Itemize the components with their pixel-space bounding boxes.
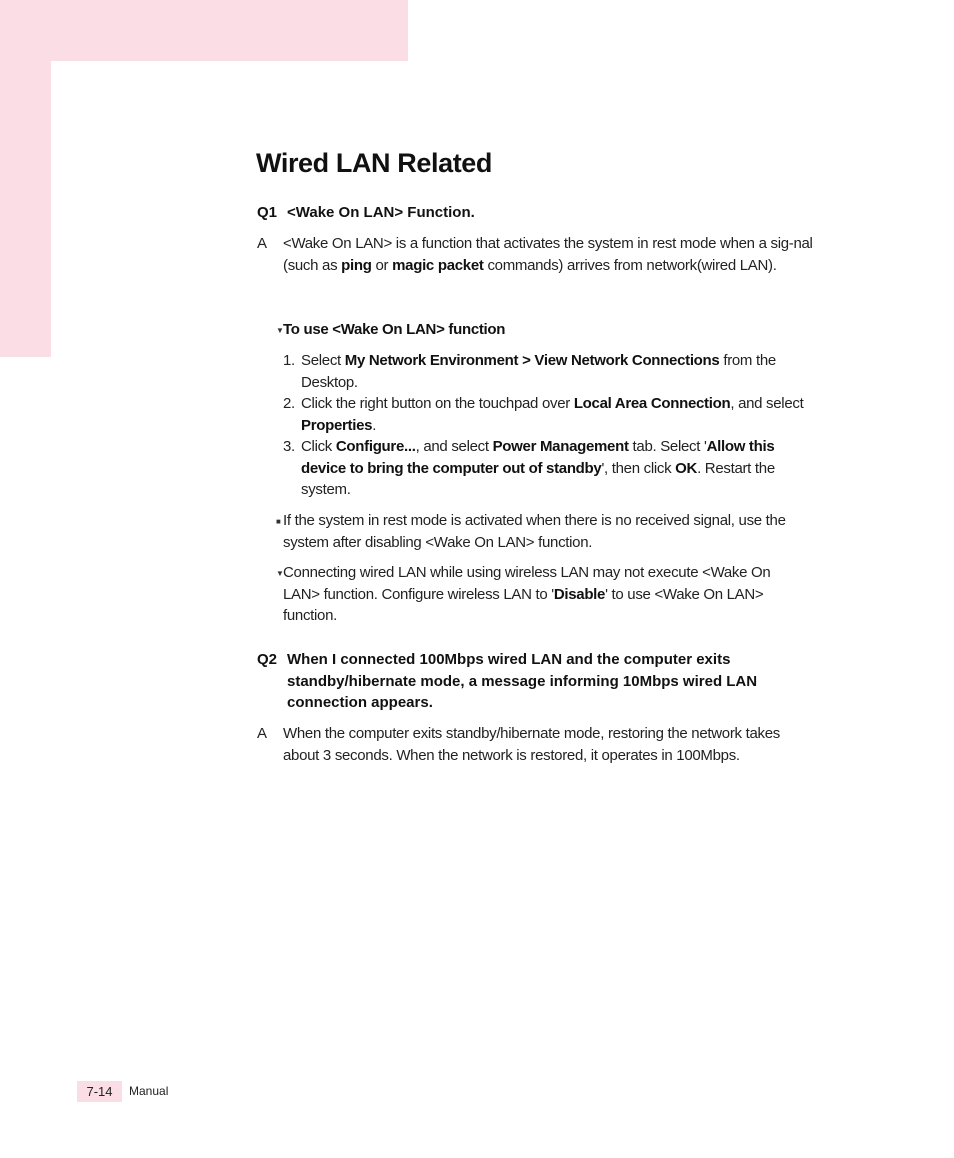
answer-text: commands) arrives from network(wired LAN). [483, 256, 777, 274]
step-bold-part: My Network Environment > View Network Connections [344, 352, 720, 369]
answer-text: or [371, 256, 393, 274]
step-text-part: tab. Select ' [628, 438, 707, 455]
answer-label: A [257, 235, 267, 252]
step-text [301, 350, 806, 393]
triangle-bullet-icon: ▼ [276, 569, 284, 578]
answer-1 [283, 233, 813, 276]
step-text [301, 436, 806, 501]
square-bullet-icon: ■ [276, 517, 281, 526]
answer-bold-ping: ping [341, 256, 372, 274]
question-number: Q1 [257, 204, 278, 221]
step-text-part: Select [301, 352, 345, 369]
page-number: 7-14 [77, 1081, 122, 1102]
step-text-part: , and select [730, 395, 804, 412]
step-text-part: . [372, 416, 377, 434]
step-bold-part: Configure... [335, 438, 416, 455]
step-text-part: , and select [415, 438, 493, 455]
step-number: 3. [283, 438, 295, 455]
step-text-part: ', then click [601, 459, 676, 477]
answer-text: <Wake On LAN> is a function that activates the system in rest mode when a sig-nal (such as [283, 235, 813, 274]
note-bold-disable: Disable [553, 585, 606, 603]
note-text: If the system in rest mode is activated when there is no received signal, use the system after disabling <Wake On LAN> function. [283, 512, 786, 551]
triangle-bullet-icon: ▼ [276, 326, 284, 335]
answer-2: When the computer exits standby/hibernate mode, restoring the network takes about 3 seconds. When the network is restored, it operates in 100Mbps. [283, 725, 780, 764]
note-2 [283, 562, 808, 627]
subheading: To use <Wake On LAN> function [283, 321, 506, 338]
note-text: ' to use <Wake On LAN> function. [283, 585, 764, 624]
note-text: Connecting wired LAN while using wireless LAN may not execute <Wake On LAN> function. Configure wireless LAN to ' [283, 564, 771, 603]
step-text [301, 393, 806, 436]
step-text-part: Click [301, 438, 336, 455]
question-number: Q2 [257, 651, 278, 668]
step-text-part: . Restart the system. [301, 459, 775, 498]
step-text-part: from the Desktop. [301, 352, 776, 391]
step-number: 2. [283, 395, 295, 412]
sidebar-decoration [0, 61, 51, 357]
header-decoration [0, 0, 408, 61]
step-bold-part: Local Area Connection [573, 395, 731, 412]
page-title: Wired LAN Related [256, 148, 492, 178]
question-text: <Wake On LAN> Function. [287, 204, 475, 221]
step-bold-part: Properties [301, 416, 373, 434]
step-number: 1. [283, 352, 295, 369]
footer-label: Manual [129, 1084, 169, 1098]
question-text: When I connected 100Mbps wired LAN and the computer exits standby/hibernate mode, a message informing 10Mbps wired LAN connection appears. [287, 651, 758, 711]
step-text-part: Click the right button on the touchpad over [301, 395, 574, 412]
answer-bold-magic-packet: magic packet [392, 256, 484, 274]
step-bold-part: Power Management [492, 438, 629, 455]
note-1 [283, 510, 808, 553]
step-bold-part: OK [675, 459, 698, 477]
step-bold-part: Allow this device to bring the computer out of standby [301, 438, 775, 477]
answer-label: A [257, 725, 267, 742]
